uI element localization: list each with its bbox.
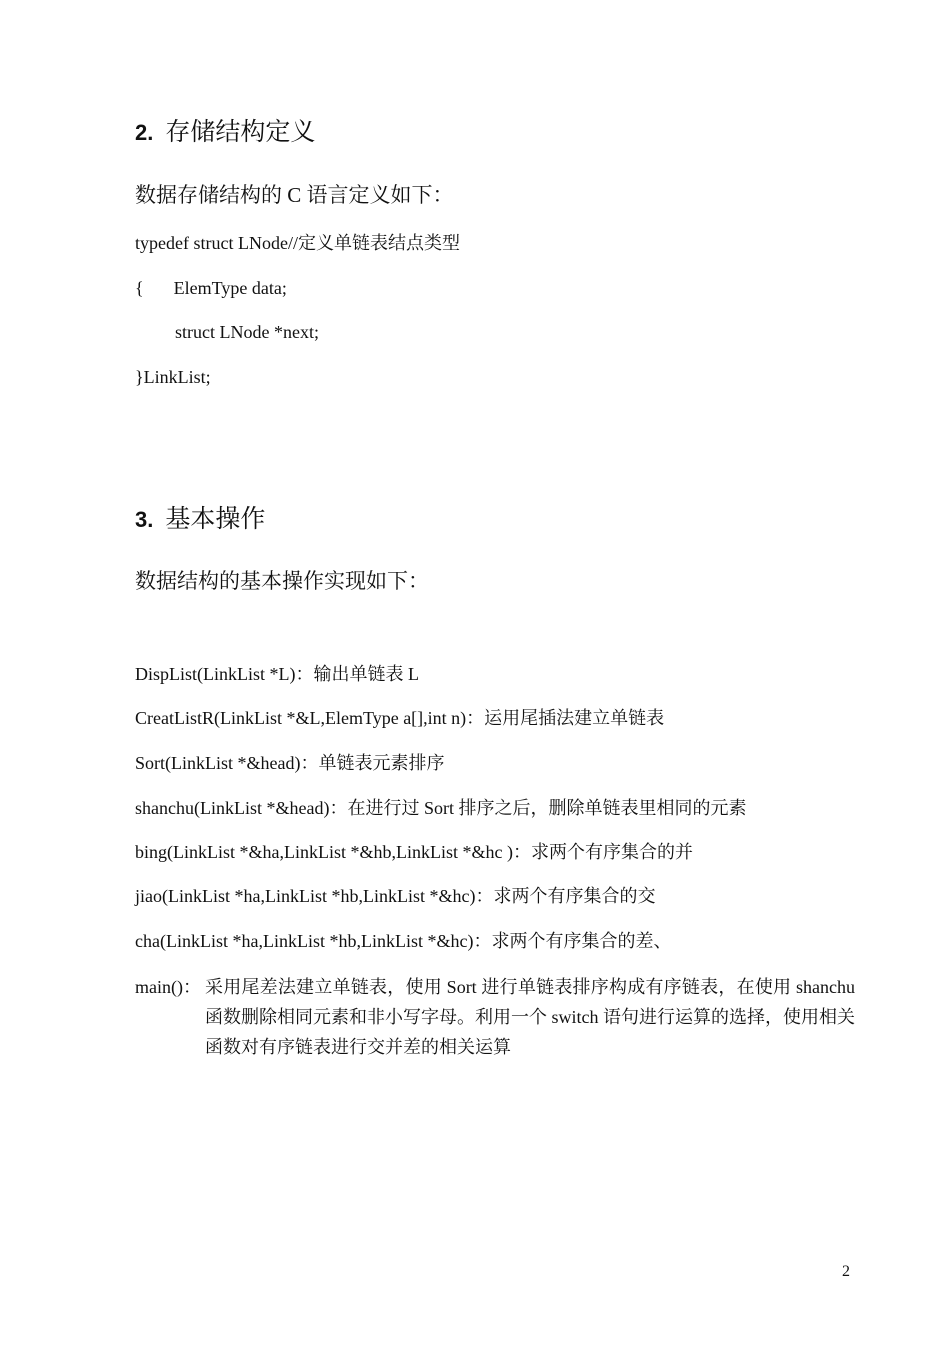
function-item: jiao(LinkList *ha,LinkList *hb,LinkList *&hc)：求两个有序集合的交 [135,886,656,906]
section-intro: 数据存储结构的 C 语言定义如下： [135,183,454,207]
function-item: DispList(LinkList *L)：输出单链表 L [135,664,419,684]
function-item: Sort(LinkList *&head)：单链表元素排序 [135,753,445,773]
section-heading-3 [135,503,265,536]
section-title: 存储结构定义 [165,117,316,146]
section-intro: 数据结构的基本操作实现如下： [135,569,429,593]
code-text: ElemType data; [173,278,287,298]
main-function-item [135,972,855,1062]
code-line [135,276,287,300]
section-heading-2 [135,116,315,149]
section-number: 2. [135,120,154,145]
main-signature: main()： [135,977,201,997]
page-number: 2 [842,1263,850,1280]
section-number: 3. [135,507,154,532]
main-description: 采用尾差法建立单链表，使用 Sort 进行单链表排序构成有序链表，在使用 shanchu 函数删除相同元素和非小写字母。利用一个 switch 语句进行运算的选择，使用相关函数对有序链表进行交并差的相关运算 [205,977,855,1057]
code-brace: { [135,278,144,298]
code-line: struct LNode *next; [175,322,319,342]
code-line: }LinkList; [135,367,211,387]
function-item: CreatListR(LinkList *&L,ElemType a[],int n)：运用尾插法建立单链表 [135,708,665,728]
function-item: cha(LinkList *ha,LinkList *hb,LinkList *&hc)：求两个有序集合的差、 [135,931,672,951]
section-title: 基本操作 [165,504,266,533]
function-item: shanchu(LinkList *&head)：在进行过 Sort 排序之后，删除单链表里相同的元素 [135,798,747,818]
code-line: typedef struct LNode//定义单链表结点类型 [135,233,460,253]
function-item: bing(LinkList *&ha,LinkList *&hb,LinkList *&hc )：求两个有序集合的并 [135,842,693,862]
